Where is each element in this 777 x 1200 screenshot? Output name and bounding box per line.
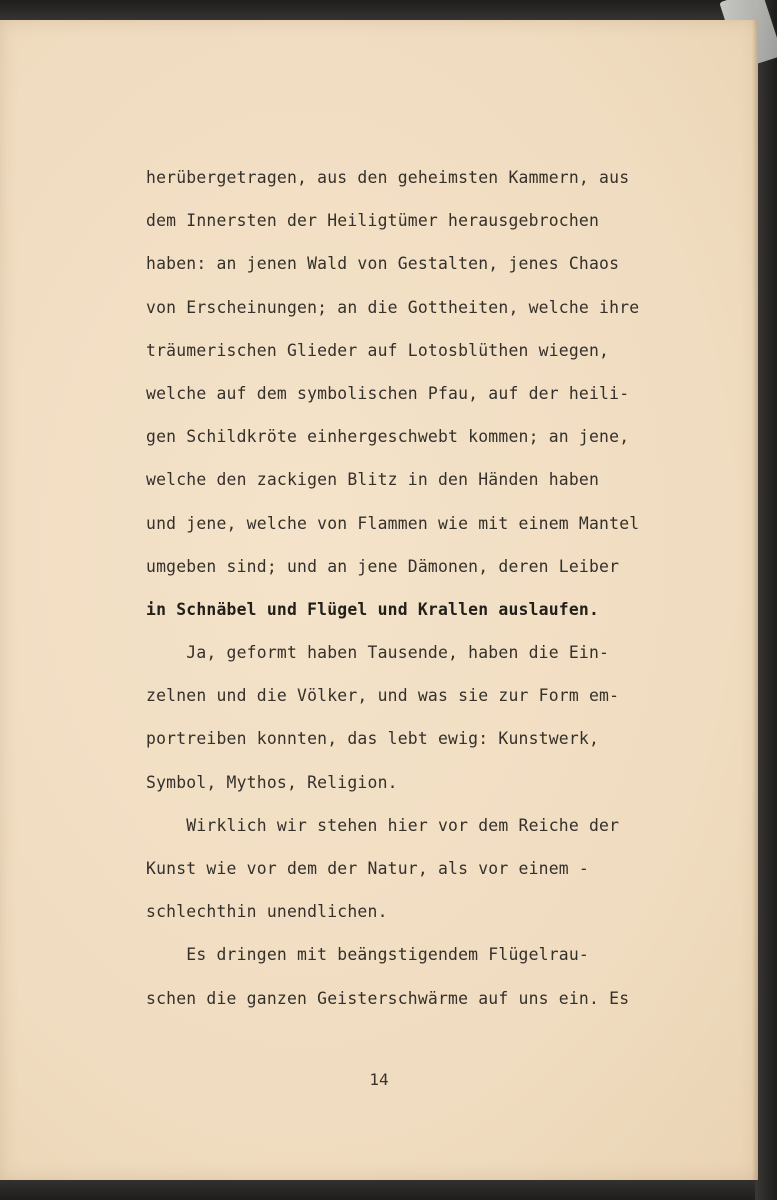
text-line: Symbol, Mythos, Religion.: [146, 772, 398, 792]
text-line: von Erscheinungen; an die Gottheiten, welche ihre: [146, 297, 640, 317]
text-line: schlechthin unendlichen.: [146, 902, 388, 922]
text-line: dem Innersten der Heiligtümer herausgebrochen: [146, 211, 600, 231]
text-line: gen Schildkröte einhergeschwebt kommen; an jene,: [146, 427, 630, 447]
text-line: umgeben sind; und an jene Dämonen, deren Leiber: [146, 556, 620, 576]
text-line: Kunst wie vor dem der Natur, als vor einem -: [146, 859, 589, 878]
text-line: träumerischen Glieder auf Lotosblüthen wiegen,: [146, 340, 610, 360]
text-line: schen die ganzen Geisterschwärme auf uns ein. Es: [146, 988, 630, 1008]
text-line: Ja, geformt haben Tausende, haben die Ein-: [146, 643, 610, 663]
text-line: Es dringen mit beängstigendem Flügelrau-: [146, 945, 589, 965]
page-edge-shadow: [752, 20, 758, 1180]
text-line: haben: an jenen Wald von Gestalten, jenes Chaos: [146, 254, 620, 274]
text-line: Wirklich wir stehen hier vor dem Reiche der: [146, 815, 620, 835]
document-page: [0, 20, 758, 1180]
text-line: in Schnäbel und Flügel und Krallen auslaufen.: [146, 599, 600, 619]
book-binding-right: [755, 0, 777, 1200]
text-line: welche auf dem symbolischen Pfau, auf der heili-: [146, 383, 630, 403]
text-line: zelnen und die Völker, und was sie zur Form em-: [146, 686, 620, 706]
text-line: herübergetragen, aus den geheimsten Kammern, aus: [146, 168, 630, 187]
text-line: portreiben konnten, das lebt ewig: Kunstwerk,: [146, 729, 600, 749]
page-number: 14: [369, 1070, 389, 1089]
text-line: und jene, welche von Flammen wie mit einem Mantel: [146, 513, 640, 533]
typewritten-text-block: [146, 156, 706, 1020]
text-line: welche den zackigen Blitz in den Händen haben: [146, 470, 600, 490]
